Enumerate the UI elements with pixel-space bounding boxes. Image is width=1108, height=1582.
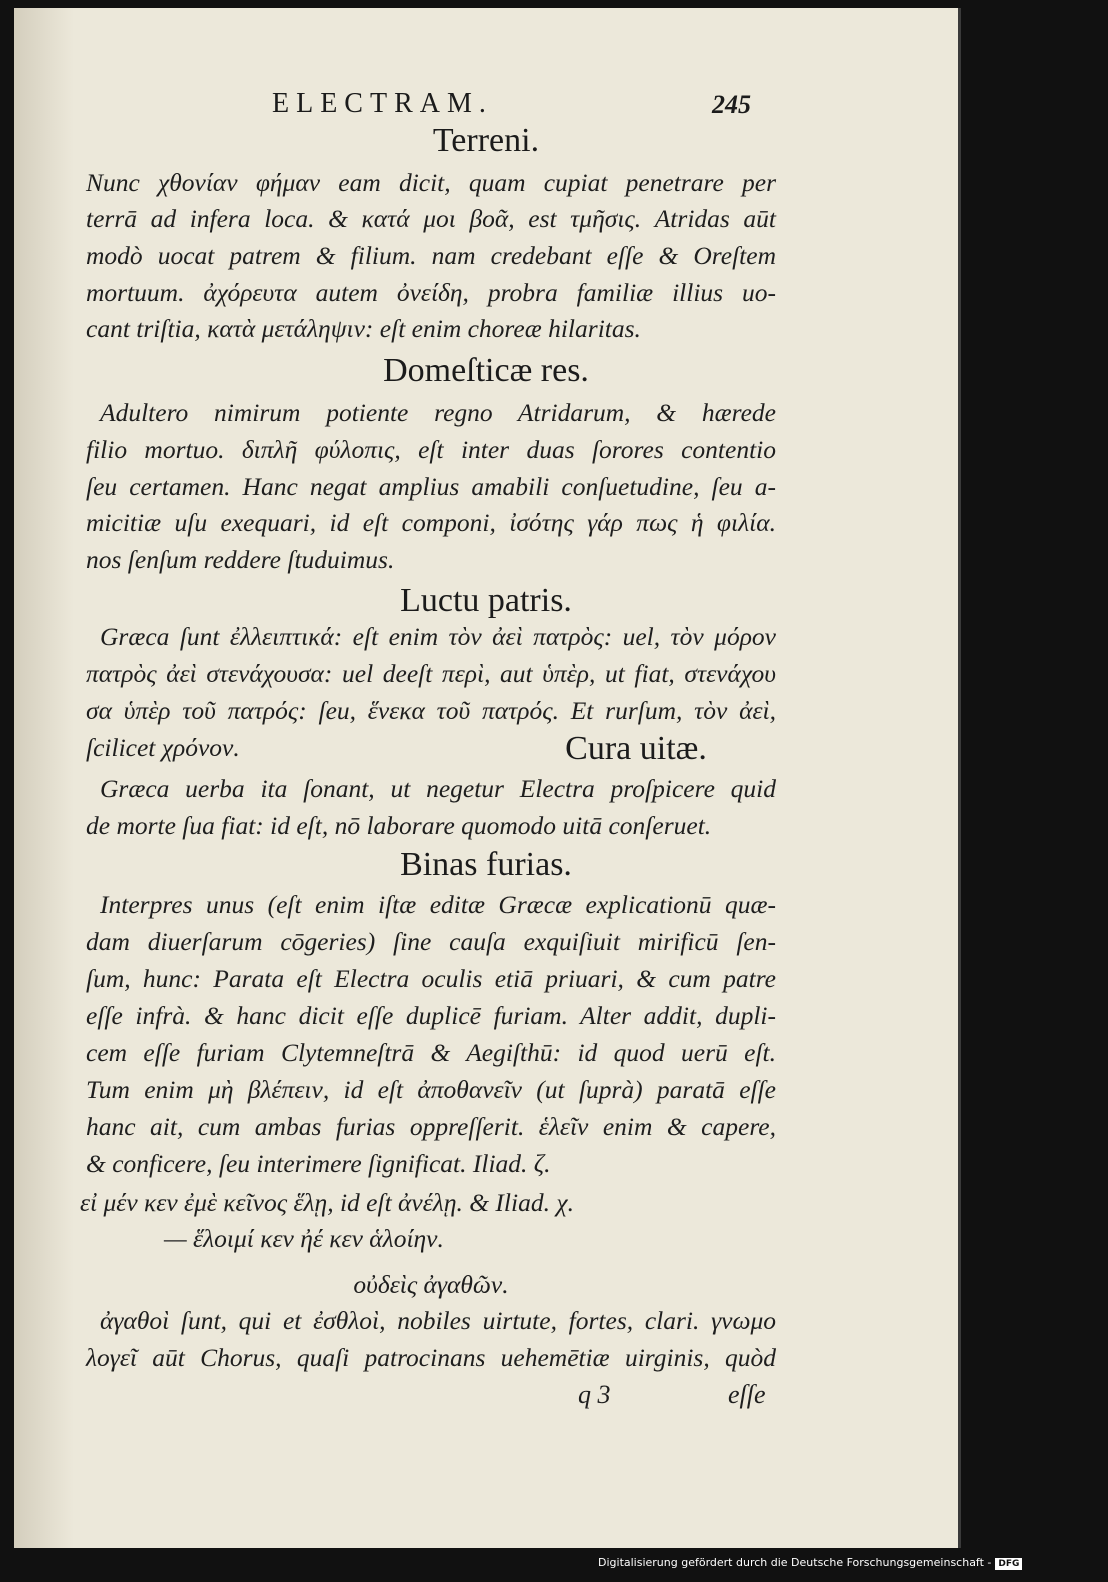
text-line: cant triſtia, κατὰ μετάληψιν: eſt enim choreæ hilaritas. <box>86 314 641 343</box>
text-line: Nunc χθονίαν φήμαν eam dicit, quam cupiat penetrare per <box>86 168 776 197</box>
page-number: 245 <box>712 90 751 119</box>
text-line: Adultero nimirum potiente regno Atridarum, & hærede <box>100 398 776 427</box>
text-line: modò uocat patrem & filium. nam credebant eſſe & Oreſtem <box>86 241 776 270</box>
quote-line: — ἕλοιμί κεν ἠέ κεν ἁλοίην. <box>164 1224 444 1253</box>
section-heading: Binas furias. <box>400 846 572 883</box>
text-line: dam diuerſarum cōgeries) ſine cauſa exquiſiuit mirificū ſen- <box>86 927 776 956</box>
section-heading: Cura uitæ. <box>565 730 707 767</box>
text-line: terrā ad infera loca. & κατά μοι βοᾶ, est τμῆσις. Atridas aūt <box>86 204 776 233</box>
signature-mark: q 3 <box>578 1380 611 1409</box>
text-line: cem eſſe furiam Clytemneſtrā & Aegiſthū: id quod uerū eſt. <box>86 1038 776 1067</box>
text-line: micitiæ uſu exequari, id eſt componi, ἰσότης γάρ πως ἡ φιλία. <box>86 508 776 537</box>
text-line: nos ſenſum reddere ſtuduimus. <box>86 545 395 574</box>
dfg-logo: DFG <box>995 1558 1022 1570</box>
text-line: eſſe infrà. & hanc dicit eſſe duplicē furiam. Alter addit, dupli- <box>86 1001 776 1030</box>
page-footer <box>14 1380 958 1414</box>
text-line: ſcilicet χρόνον. <box>86 733 240 762</box>
text-line: πατρὸς ἀεὶ στενάχουσα: uel deeſt περὶ, aut ὑπὲρ, ut fiat, στενάχου <box>86 659 776 688</box>
text-line: λογεῖ aūt Chorus, quaſi patrocinans uehemētiæ uirginis, quòd <box>86 1343 776 1372</box>
digitization-credit <box>598 1556 1022 1576</box>
quote-line: εἰ μέν κεν ἐμὲ κεῖνος ἕλῃ, id eſt ἀνέλῃ. & Iliad. χ. <box>80 1188 574 1217</box>
section-heading: Terreni. <box>432 122 540 159</box>
text-line: & conficere, ſeu interimere ſignificat. Iliad. ζ. <box>86 1149 551 1178</box>
section-heading: Luctu patris. <box>400 582 572 619</box>
text-line: Tum enim μὴ βλέπειν, id eſt ἀποθανεῖν (ut ſuprà) paratā eſſe <box>86 1075 776 1104</box>
running-title: ELECTRAM. <box>272 88 493 119</box>
text-line: ἀγαθοὶ ſunt, qui et ἐσθλοὶ, nobiles uirtute, fortes, clari. γνωμο <box>100 1306 776 1335</box>
text-line: σα ὑπὲρ τοῦ πατρός: ſeu, ἕνεκα τοῦ πατρός. Et rurſum, τὸν ἀεὶ, <box>86 696 776 725</box>
book-page <box>14 8 961 1548</box>
catchword: eſſe <box>728 1380 766 1409</box>
text-line: hanc ait, cum ambas furias oppreſſerit. ἑλεῖν enim & capere, <box>86 1112 776 1141</box>
text-line: Græca uerba ita ſonant, ut negetur Electra proſpicere quid <box>100 774 776 803</box>
text-line: mortuum. ἀχόρευτα autem ὀνείδη, probra familiæ illius uo- <box>86 278 776 307</box>
page-gutter-shadow <box>14 8 74 1548</box>
text-line: Græca ſunt ἐλλειπτικά: eſt enim τὸν ἀεὶ πατρὸς: uel, τὸν μόρον <box>100 622 776 651</box>
lemma-line: οὐδεὶς ἀγαθῶν. <box>353 1270 509 1299</box>
text-line: ſeu certamen. Hanc negat amplius amabili conſuetudine, ſeu a- <box>86 472 776 501</box>
text-line: de morte ſua fiat: id eſt, nō laborare quomodo uitā conſeruet. <box>86 811 712 840</box>
text-line: ſum, hunc: Parata eſt Electra oculis etiā priuari, & cum patre <box>86 964 776 993</box>
text-line: filio mortuo. διπλῆ φύλοπις, eſt inter duas ſorores contentio <box>86 435 776 464</box>
section-heading: Domeſticæ res. <box>383 352 589 389</box>
credit-text: Digitalisierung gefördert durch die Deutsche Forschungsgemeinschaft - <box>598 1556 992 1569</box>
text-line: Interpres unus (eſt enim iſtæ editæ Græcæ explicationū quæ- <box>100 890 776 919</box>
